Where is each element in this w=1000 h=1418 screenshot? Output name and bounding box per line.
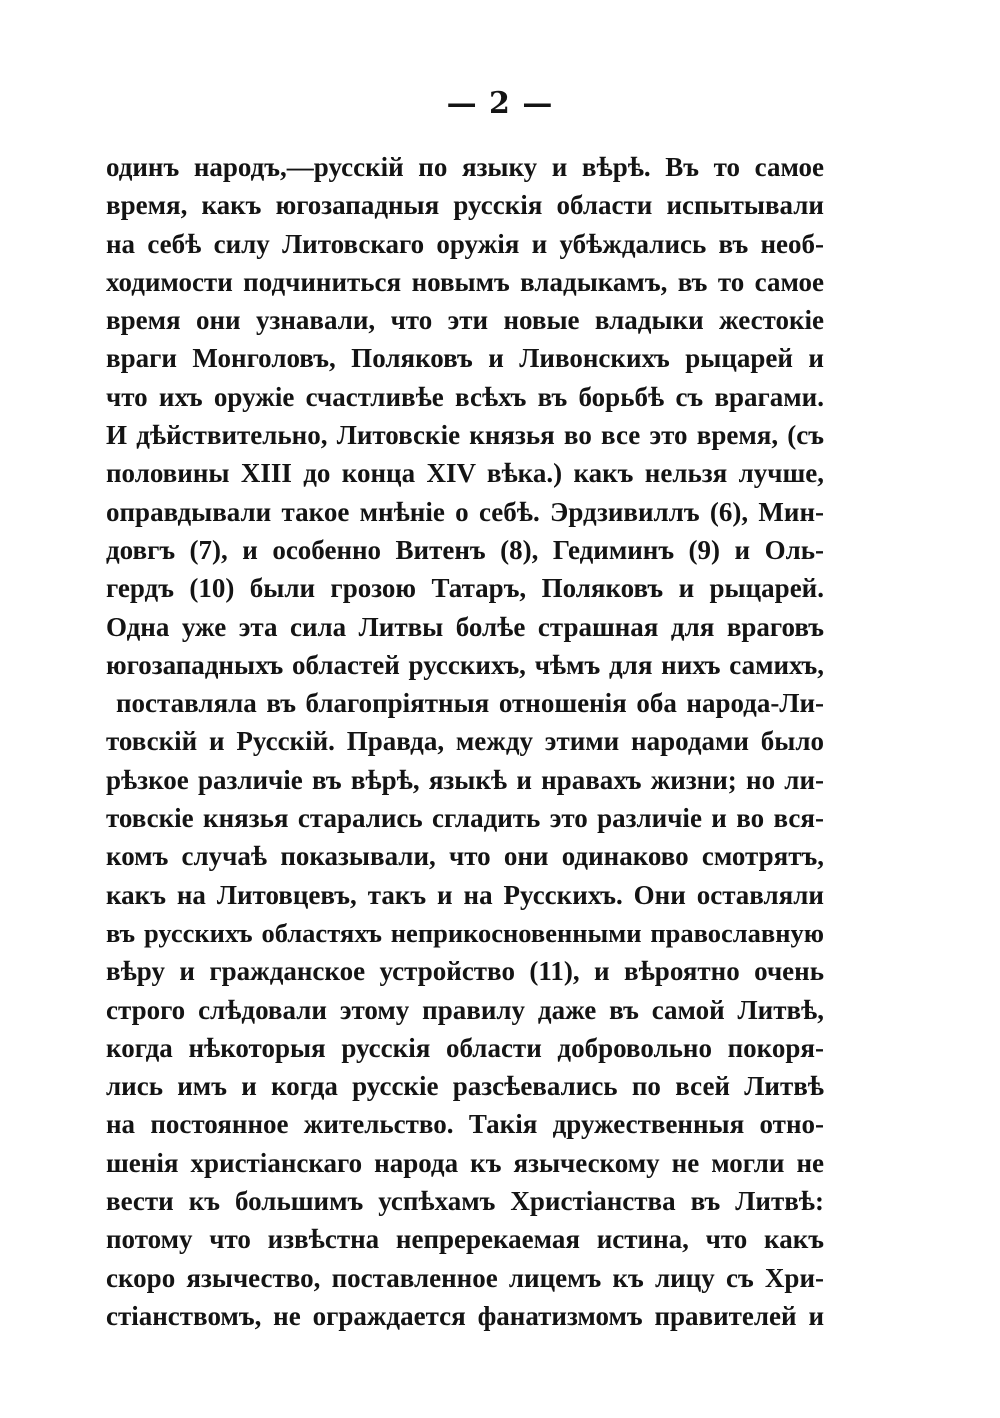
page-number: — 2 — <box>446 86 554 121</box>
text-line: вѣру и гражданское устройство (11), и вѣроятно очень <box>106 956 824 987</box>
text-line: ходимости подчиниться новымъ владыкамъ, въ то самое <box>106 266 824 297</box>
body-text <box>106 148 824 1335</box>
text-line: когда нѣкоторыя русскія области добровольно покоря- <box>106 1032 824 1063</box>
text-line: время они узнавали, что эти новые владыки жестокіе <box>106 305 824 336</box>
text-line: на себѣ силу Литовскаго оружія и убѣждались въ необ- <box>106 228 824 259</box>
text-line: рѣзкое различіе въ вѣрѣ, языкѣ и нравахъ жизни; но ли- <box>106 764 824 795</box>
text-line: шенія христіанскаго народа къ языческому не могли не <box>106 1147 824 1178</box>
text-line: половины XIII до конца XIV вѣка.) какъ нельзя лучше, <box>106 458 824 489</box>
text-line: строго слѣдовали этому правилу даже въ самой Литвѣ, <box>106 994 824 1025</box>
text-line: на постоянное жительство. Такія дружественныя отно- <box>106 1109 824 1140</box>
text-line: враги Монголовъ, Поляковъ и Ливонскихъ рыцарей и <box>106 343 824 374</box>
text-line: скоро язычество, поставленное лицемъ къ лицу съ Хри- <box>106 1262 824 1293</box>
text-line: Одна уже эта сила Литвы болѣе страшная для враговъ <box>106 611 824 642</box>
text-line: югозападныхъ областей русскихъ, чѣмъ для нихъ самихъ, <box>106 649 824 680</box>
text-line: довгъ (7), и особенно Витенъ (8), Гедиминъ (9) и Оль- <box>106 534 824 565</box>
text-line: въ русскихъ областяхъ неприкосновенными православную <box>106 917 824 948</box>
text-line: время, какъ югозападныя русскія области испытывали <box>106 190 824 221</box>
text-line: какъ на Литовцевъ, такъ и на Русскихъ. Они оставляли <box>106 879 824 910</box>
text-line: комъ случаѣ показывали, что они одинаково смотрятъ, <box>106 841 824 872</box>
text-line: И дѣйствительно, Литовскіе князья во все это время, (съ <box>106 420 824 451</box>
text-line: лись имъ и когда русскіе разсѣевались по всей Литвѣ <box>106 1071 824 1102</box>
text-line: что ихъ оружіе счастливѣе всѣхъ въ борьбѣ съ врагами. <box>106 381 824 412</box>
text-line: гердъ (10) были грозою Татаръ, Поляковъ и рыцарей. <box>106 573 824 604</box>
text-line: товскіе князья старались сгладить это различіе и во вся- <box>106 803 824 834</box>
text-line: потому что извѣстна непререкаемая истина, что какъ <box>106 1224 824 1255</box>
text-line: стіанствомъ, не ограждается фанатизмомъ правителей и <box>106 1300 824 1331</box>
text-line: одинъ народъ,—русскій по языку и вѣрѣ. Въ то самое <box>106 152 824 182</box>
text-line: товскій и Русскій. Правда, между этими народами было <box>106 726 824 757</box>
text-line: поставляла въ благопріятныя отношенія оба народа-Ли- <box>116 688 824 719</box>
text-line: оправдывали такое мнѣніе о себѣ. Эрдзивиллъ (6), Мин- <box>106 496 824 527</box>
text-line: вести къ большимъ успѣхамъ Христіанства въ Литвѣ: <box>106 1186 824 1217</box>
